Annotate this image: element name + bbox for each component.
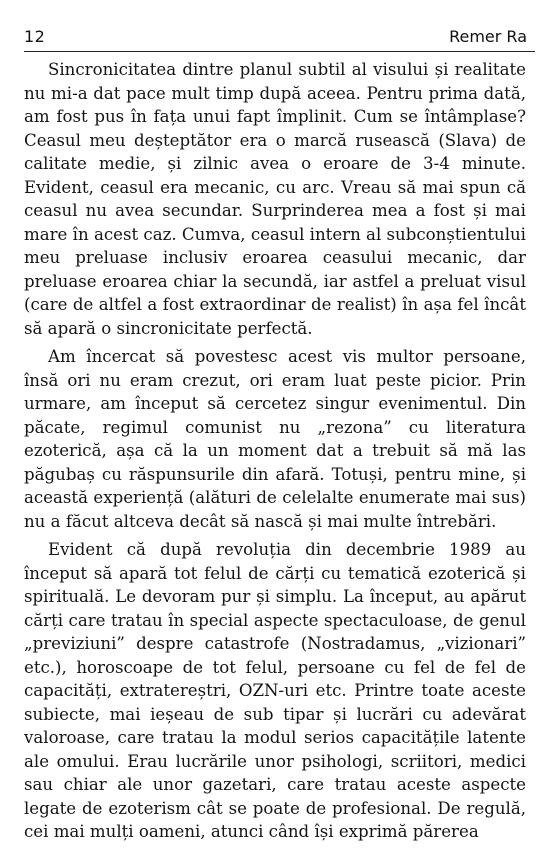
- paragraph: Am încercat să povestesc acest vis multor persoane, însă ori nu eram crezut, ori eram luat peste picior. Prin urmare, am început să cercetez singur evenimentul. Din păcate, regimul comunist nu „rezona” cu literatura ezoterică, așa că la un moment dat a trebuit să mă las păgubaș cu răspunsurile din afară. Totuși, pentru mine, și această experiență (alături de celelalte enumerate mai sus) nu a făcut altceva decât să nască și mai multe întrebări.: [24, 347, 526, 531]
- running-title: Remer Ra: [449, 27, 527, 46]
- body-text: [24, 58, 526, 844]
- page-number: 12: [24, 27, 46, 46]
- header-rule: [24, 51, 535, 52]
- paragraph: Evident că după revoluția din decembrie 1989 au început să apară tot felul de cărți cu tematică ezoterică și spirituală. Le devoram pur și simplu. La început, au apărut cărți care tratau în special aspecte spectaculoase, de genul „previziuni” despre catastrofe (Nostradamus, „vizionari” etc.), horoscoape de tot felul, persoane cu fel de fel de capacități, extratereștri, OZN-uri etc. Printre toate aceste subiecte, mai ieșeau de sub tipar și lucrări cu adevărat valoroase, care tratau la modul serios capacitățile latente ale omului. Erau lucrările unor psihologi, scriitori, medici sau chiar ale unor gazetari, care tratau aceste aspecte legate de ezoterism cât se poate de profesional. De regulă, cei mai mulți oameni, atunci când își exprimă părerea: [24, 540, 526, 841]
- page-header: [24, 27, 527, 51]
- paragraph: Sincronicitatea dintre planul subtil al visului și realitate nu mi-a dat pace mult timp după aceea. Pentru prima dată, am fost pus în fața unui fapt împlinit. Cum se întâmplase? Ceasul meu deșteptător era o marcă rusească (Slava) de calitate medie, și zilnic avea o eroare de 3-4 minute. Evident, ceasul era mecanic, cu arc. Vreau să mai spun că ceasul nu avea secundar. Surprinderea mea a fost și mai mare în acest caz. Cumva, ceasul intern al subconștientului meu preluase inclusiv eroarea ceasului mecanic, dar preluase eroarea chiar la secundă, iar astfel a preluat visul (care de altfel a fost extraordinar de realist) în așa fel încât să apară o sincronicitate perfectă.: [24, 60, 526, 338]
